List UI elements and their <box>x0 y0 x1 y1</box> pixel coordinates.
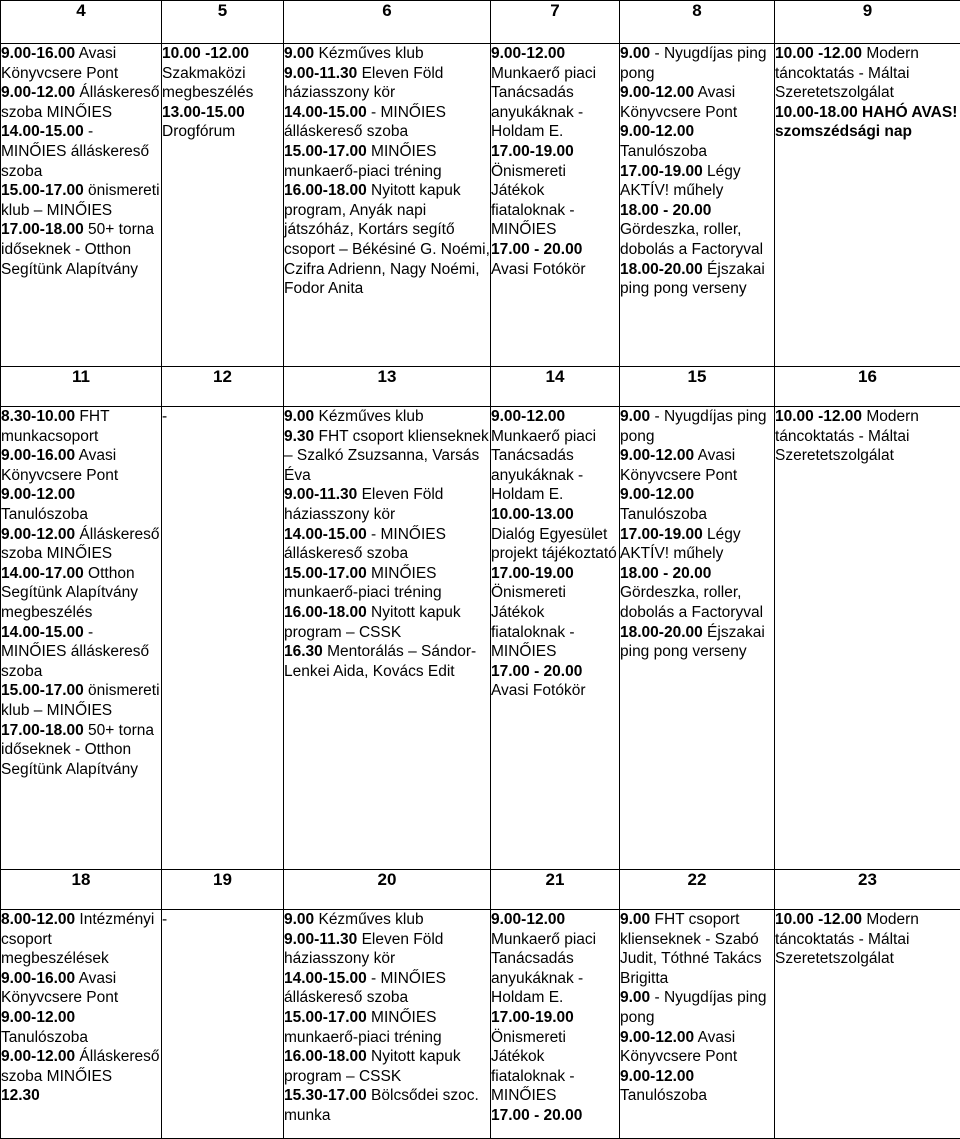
event-time: 16.30 <box>284 643 323 660</box>
event-time: 9.00-12.00 <box>1 1009 75 1026</box>
event-time: 9.00 <box>284 45 314 62</box>
event-entry <box>620 1067 774 1106</box>
event-entry <box>1 1047 161 1086</box>
event-description: HAHÓ AVAS! szomszédsági nap <box>775 104 957 141</box>
event-entry <box>620 83 774 122</box>
day-cell <box>775 407 960 870</box>
event-entry <box>284 564 490 603</box>
event-description: Gördeszka, roller, dobolás a Factoryval <box>620 221 763 258</box>
event-entry <box>162 910 283 930</box>
day-cell <box>284 44 491 367</box>
event-entry <box>1 407 161 446</box>
event-description: Avasi Könyvcsere Pont <box>1 45 118 82</box>
event-time: 15.00-17.00 <box>1 182 84 199</box>
event-description: Drogfórum <box>162 123 235 140</box>
day-cell <box>775 910 960 1139</box>
event-description: Avasi Fotókör <box>491 682 585 699</box>
event-description: Avasi Könyvcsere Pont <box>620 447 737 484</box>
event-time: 15.30-17.00 <box>284 1087 367 1104</box>
event-description: Munkaerő piaci Tanácsadás anyukáknak - Holdam E. <box>491 931 596 1007</box>
day-cell <box>162 407 284 870</box>
event-entry <box>284 1008 490 1047</box>
event-entry <box>1 969 161 1008</box>
event-entry <box>620 485 774 524</box>
event-entry <box>620 446 774 485</box>
day-cell <box>491 44 620 367</box>
event-description: Szakmaközi megbeszélés <box>162 65 253 102</box>
day-number: 11 <box>1 367 162 407</box>
event-time: 15.00-17.00 <box>284 565 367 582</box>
day-number: 16 <box>775 367 960 407</box>
event-time: 10.00-18.00 <box>775 104 858 121</box>
event-time: 18.00-20.00 <box>620 261 703 278</box>
day-cell <box>1 910 162 1139</box>
day-content-row <box>1 910 960 1139</box>
event-entry <box>620 1028 774 1067</box>
event-description: Álláskereső szoba MINŐIES <box>1 84 160 121</box>
day-number: 4 <box>1 1 162 44</box>
day-cell <box>491 407 620 870</box>
event-entry <box>284 103 490 142</box>
event-entry <box>284 44 490 64</box>
event-time: 9.00-11.30 <box>284 486 357 503</box>
day-number: 5 <box>162 1 284 44</box>
event-description: MINŐIES munkaerő-piaci tréning <box>284 1009 442 1046</box>
day-header-row <box>1 1 960 44</box>
day-number: 21 <box>491 870 620 910</box>
day-number: 14 <box>491 367 620 407</box>
event-time: 9.00-12.00 <box>491 911 565 928</box>
event-entry <box>284 969 490 1008</box>
event-entry <box>491 1106 619 1126</box>
event-entry <box>620 988 774 1027</box>
day-number: 18 <box>1 870 162 910</box>
event-time: 15.00-17.00 <box>1 682 84 699</box>
event-entry <box>775 44 960 103</box>
event-entry <box>491 505 619 564</box>
event-entry <box>1 83 161 122</box>
event-description: Eleven Föld háziasszony kör <box>284 486 443 523</box>
event-description: Nyitott kapuk program – CSSK <box>284 604 461 641</box>
event-time: 17.00-19.00 <box>491 1009 574 1026</box>
event-time: 9.00 <box>620 911 650 928</box>
event-entry <box>620 201 774 260</box>
event-entry <box>1 564 161 623</box>
event-time: 9.00-12.00 <box>620 486 694 503</box>
event-entry <box>491 407 619 505</box>
event-entry <box>491 142 619 240</box>
event-description: Munkaerő piaci Tanácsadás anyukáknak - Holdam E. <box>491 65 596 141</box>
event-description: Avasi Könyvcsere Pont <box>620 84 737 121</box>
event-time: 17.00-19.00 <box>620 163 703 180</box>
event-time: 15.00-17.00 <box>284 143 367 160</box>
event-description: Modern táncoktatás - Máltai Szeretetszolgálat <box>775 408 919 464</box>
event-description: 50+ torna időseknek - Otthon Segítünk Alapítvány <box>1 722 154 778</box>
event-description: - <box>162 911 167 928</box>
event-time: 14.00-15.00 <box>284 526 367 543</box>
event-description: Dialóg Egyesület projekt tájékoztató <box>491 526 617 563</box>
event-description: Otthon Segítünk Alapítvány megbeszélés <box>1 565 138 621</box>
event-time: 9.00-16.00 <box>1 970 75 987</box>
day-header-row <box>1 870 960 910</box>
event-description: Önismereti Játékok fiataloknak - MINŐIES <box>491 584 575 660</box>
event-entry <box>1 681 161 720</box>
event-entry <box>284 910 490 930</box>
day-cell <box>162 910 284 1139</box>
event-entry <box>1 721 161 780</box>
event-description: Önismereti Játékok fiataloknak - MINŐIES <box>491 1029 575 1105</box>
event-time: 18.00-20.00 <box>620 624 703 641</box>
event-description: Éjszakai ping pong verseny <box>620 261 765 298</box>
day-cell <box>491 910 620 1139</box>
day-number: 20 <box>284 870 491 910</box>
event-entry <box>162 407 283 427</box>
event-time: 9.00 <box>620 989 650 1006</box>
event-entry <box>284 603 490 642</box>
event-description: Bölcsődei szoc. munka <box>284 1087 479 1124</box>
event-description: Kézműves klub <box>314 45 423 62</box>
event-time: 17.00 - 20.00 <box>491 241 582 258</box>
day-cell <box>620 910 775 1139</box>
event-time: 17.00-18.00 <box>1 722 84 739</box>
event-entry <box>1 525 161 564</box>
event-time: 8.30-10.00 <box>1 408 75 425</box>
day-number: 9 <box>775 1 960 44</box>
event-time: 14.00-17.00 <box>1 565 84 582</box>
event-entry <box>1 122 161 181</box>
day-number: 12 <box>162 367 284 407</box>
event-description: MINŐIES munkaerő-piaci tréning <box>284 143 442 180</box>
event-description: Modern táncoktatás - Máltai Szeretetszolgálat <box>775 45 919 101</box>
event-entry <box>491 910 619 1008</box>
event-time: 17.00 - 20.00 <box>491 663 582 680</box>
day-cell <box>620 44 775 367</box>
event-time: 9.00-12.00 <box>620 123 694 140</box>
event-time: 17.00-19.00 <box>491 143 574 160</box>
event-time: 8.00-12.00 <box>1 911 75 928</box>
event-entry <box>1 220 161 279</box>
event-time: 18.00 - 20.00 <box>620 202 711 219</box>
event-entry <box>620 910 774 988</box>
event-description: FHT munkacsoport <box>1 408 109 445</box>
event-time: 9.00 <box>620 45 650 62</box>
event-entry <box>620 564 774 623</box>
event-time: 18.00 - 20.00 <box>620 565 711 582</box>
day-cell <box>620 407 775 870</box>
event-entry <box>491 240 619 279</box>
event-entry <box>284 407 490 427</box>
event-description: - Nyugdíjas ping pong <box>620 45 766 82</box>
day-number: 8 <box>620 1 775 44</box>
event-time: 12.30 <box>1 1087 40 1104</box>
day-cell <box>162 44 284 367</box>
event-description: Tanulószoba <box>620 506 707 523</box>
event-time: 9.00-12.00 <box>491 408 565 425</box>
day-content-row <box>1 44 960 367</box>
event-time: 10.00-13.00 <box>491 506 574 523</box>
event-time: 10.00 -12.00 <box>775 911 862 928</box>
event-description: Eleven Föld háziasszony kör <box>284 65 443 102</box>
day-header-row <box>1 367 960 407</box>
event-time: 14.00-15.00 <box>284 104 367 121</box>
event-time: 9.00-11.30 <box>284 65 357 82</box>
event-time: 9.00-12.00 <box>620 1068 694 1085</box>
event-entry <box>284 427 490 486</box>
event-description: önismereti klub – MINŐIES <box>1 182 160 219</box>
day-cell <box>284 407 491 870</box>
event-description: - MINŐIES álláskereső szoba <box>284 104 446 141</box>
event-description: Munkaerő piaci Tanácsadás anyukáknak - Holdam E. <box>491 428 596 504</box>
event-time: 9.00-12.00 <box>1 526 75 543</box>
event-entry <box>620 162 774 201</box>
event-entry <box>284 142 490 181</box>
event-time: 17.00 - 20.00 <box>491 1107 582 1124</box>
day-number: 19 <box>162 870 284 910</box>
event-description: Modern táncoktatás - Máltai Szeretetszolgálat <box>775 911 919 967</box>
event-entry <box>284 181 490 299</box>
event-time: 17.00-18.00 <box>1 221 84 238</box>
event-description: Kézműves klub <box>314 911 423 928</box>
event-entry <box>491 1008 619 1106</box>
event-entry <box>620 122 774 161</box>
event-description: Tanulószoba <box>620 143 707 160</box>
event-time: 17.00-19.00 <box>491 565 574 582</box>
event-time: 17.00-19.00 <box>620 526 703 543</box>
event-description: Tanulószoba <box>1 506 88 523</box>
event-entry <box>620 44 774 83</box>
event-time: 10.00 -12.00 <box>162 45 249 62</box>
event-description: Tanulószoba <box>620 1087 707 1104</box>
event-time: 9.00 <box>284 911 314 928</box>
event-time: 14.00-15.00 <box>1 624 84 641</box>
event-entry <box>491 564 619 662</box>
event-description: Nyitott kapuk program – CSSK <box>284 1048 461 1085</box>
event-entry <box>1 44 161 83</box>
event-entry <box>1 446 161 485</box>
event-description: Légy AKTÍV! műhely <box>620 526 741 563</box>
event-entry <box>1 623 161 682</box>
event-description: - Nyugdíjas ping pong <box>620 408 766 445</box>
event-entry <box>620 260 774 299</box>
event-time: 9.00-12.00 <box>1 1048 75 1065</box>
event-time: 10.00 -12.00 <box>775 408 862 425</box>
event-entry <box>1 485 161 524</box>
event-entry <box>284 64 490 103</box>
event-description: - <box>162 408 167 425</box>
event-description: Önismereti Játékok fiataloknak - MINŐIES <box>491 163 575 239</box>
event-entry <box>1 1086 161 1106</box>
event-entry <box>284 1086 490 1125</box>
event-time: 13.00-15.00 <box>162 104 245 121</box>
event-time: 10.00 -12.00 <box>775 45 862 62</box>
event-description: - MINŐIES álláskereső szoba <box>1 123 149 179</box>
event-time: 9.00 <box>620 408 650 425</box>
event-time: 9.30 <box>284 428 314 445</box>
event-description: FHT csoport klienseknek – Szalkó Zsuzsanna, Varsás Éva <box>284 428 489 484</box>
event-time: 9.00-16.00 <box>1 447 75 464</box>
event-description: Intézményi csoport megbeszélések <box>1 911 154 967</box>
event-time: 9.00-12.00 <box>620 1029 694 1046</box>
event-description: Álláskereső szoba MINŐIES <box>1 526 160 563</box>
event-time: 14.00-15.00 <box>284 970 367 987</box>
event-time: 9.00-12.00 <box>620 84 694 101</box>
day-number: 13 <box>284 367 491 407</box>
event-time: 15.00-17.00 <box>284 1009 367 1026</box>
event-description: Avasi Könyvcsere Pont <box>1 970 118 1007</box>
event-description: Kézműves klub <box>314 408 423 425</box>
event-entry <box>1 910 161 969</box>
event-entry <box>284 485 490 524</box>
event-description: - Nyugdíjas ping pong <box>620 989 766 1026</box>
day-cell <box>284 910 491 1139</box>
event-entry <box>1 181 161 220</box>
event-description: önismereti klub – MINŐIES <box>1 682 160 719</box>
event-description: - MINŐIES álláskereső szoba <box>284 526 446 563</box>
event-description: FHT csoport klienseknek - Szabó Judit, Tóthné Takács Brigitta <box>620 911 762 987</box>
event-entry <box>162 44 283 103</box>
day-number: 6 <box>284 1 491 44</box>
event-time: 9.00-12.00 <box>1 84 75 101</box>
event-entry <box>284 1047 490 1086</box>
event-time: 16.00-18.00 <box>284 1048 367 1065</box>
event-description: Avasi Fotókör <box>491 261 585 278</box>
event-entry <box>620 623 774 662</box>
event-description: Nyitott kapuk program, Anyák napi játszóház, Kortárs segítő csoport – Békésiné G. Noémi, Czifra Adrienn, Nagy Noémi, Fodor Anita <box>284 182 490 297</box>
day-number: 15 <box>620 367 775 407</box>
event-entry <box>1 1008 161 1047</box>
event-entry <box>162 103 283 142</box>
event-description: Eleven Föld háziasszony kör <box>284 931 443 968</box>
event-time: 9.00-16.00 <box>1 45 75 62</box>
day-cell <box>775 44 960 367</box>
event-description: Avasi Könyvcsere Pont <box>1 447 118 484</box>
event-time: 14.00-15.00 <box>1 123 84 140</box>
event-entry <box>775 103 960 142</box>
event-time: 9.00-11.30 <box>284 931 357 948</box>
day-cell <box>1 44 162 367</box>
day-content-row <box>1 407 960 870</box>
event-entry <box>620 525 774 564</box>
event-time: 16.00-18.00 <box>284 182 367 199</box>
day-number: 7 <box>491 1 620 44</box>
event-entry <box>775 407 960 466</box>
event-description: - MINŐIES álláskereső szoba <box>1 624 149 680</box>
event-entry <box>284 642 490 681</box>
event-description: - MINŐIES álláskereső szoba <box>284 970 446 1007</box>
day-number: 23 <box>775 870 960 910</box>
event-time: 9.00-12.00 <box>1 486 75 503</box>
event-entry <box>620 407 774 446</box>
event-entry <box>491 44 619 142</box>
event-description: MINŐIES munkaerő-piaci tréning <box>284 565 442 602</box>
event-description: Avasi Könyvcsere Pont <box>620 1029 737 1066</box>
event-time: 16.00-18.00 <box>284 604 367 621</box>
event-time: 9.00-12.00 <box>620 447 694 464</box>
event-description: 50+ torna időseknek - Otthon Segítünk Alapítvány <box>1 221 154 277</box>
day-number: 22 <box>620 870 775 910</box>
event-description: Légy AKTÍV! műhely <box>620 163 741 200</box>
day-cell <box>1 407 162 870</box>
event-entry <box>284 930 490 969</box>
event-entry <box>284 525 490 564</box>
event-time: 9.00-12.00 <box>491 45 565 62</box>
event-description: Tanulószoba <box>1 1029 88 1046</box>
event-entry <box>775 910 960 969</box>
event-entry <box>491 662 619 701</box>
event-description: Mentorálás – Sándor-Lenkei Aida, Kovács Edit <box>284 643 476 680</box>
event-time: 9.00 <box>284 408 314 425</box>
event-description: Álláskereső szoba MINŐIES <box>1 1048 160 1085</box>
event-description: Gördeszka, roller, dobolás a Factoryval <box>620 584 763 621</box>
event-description: Éjszakai ping pong verseny <box>620 624 765 661</box>
